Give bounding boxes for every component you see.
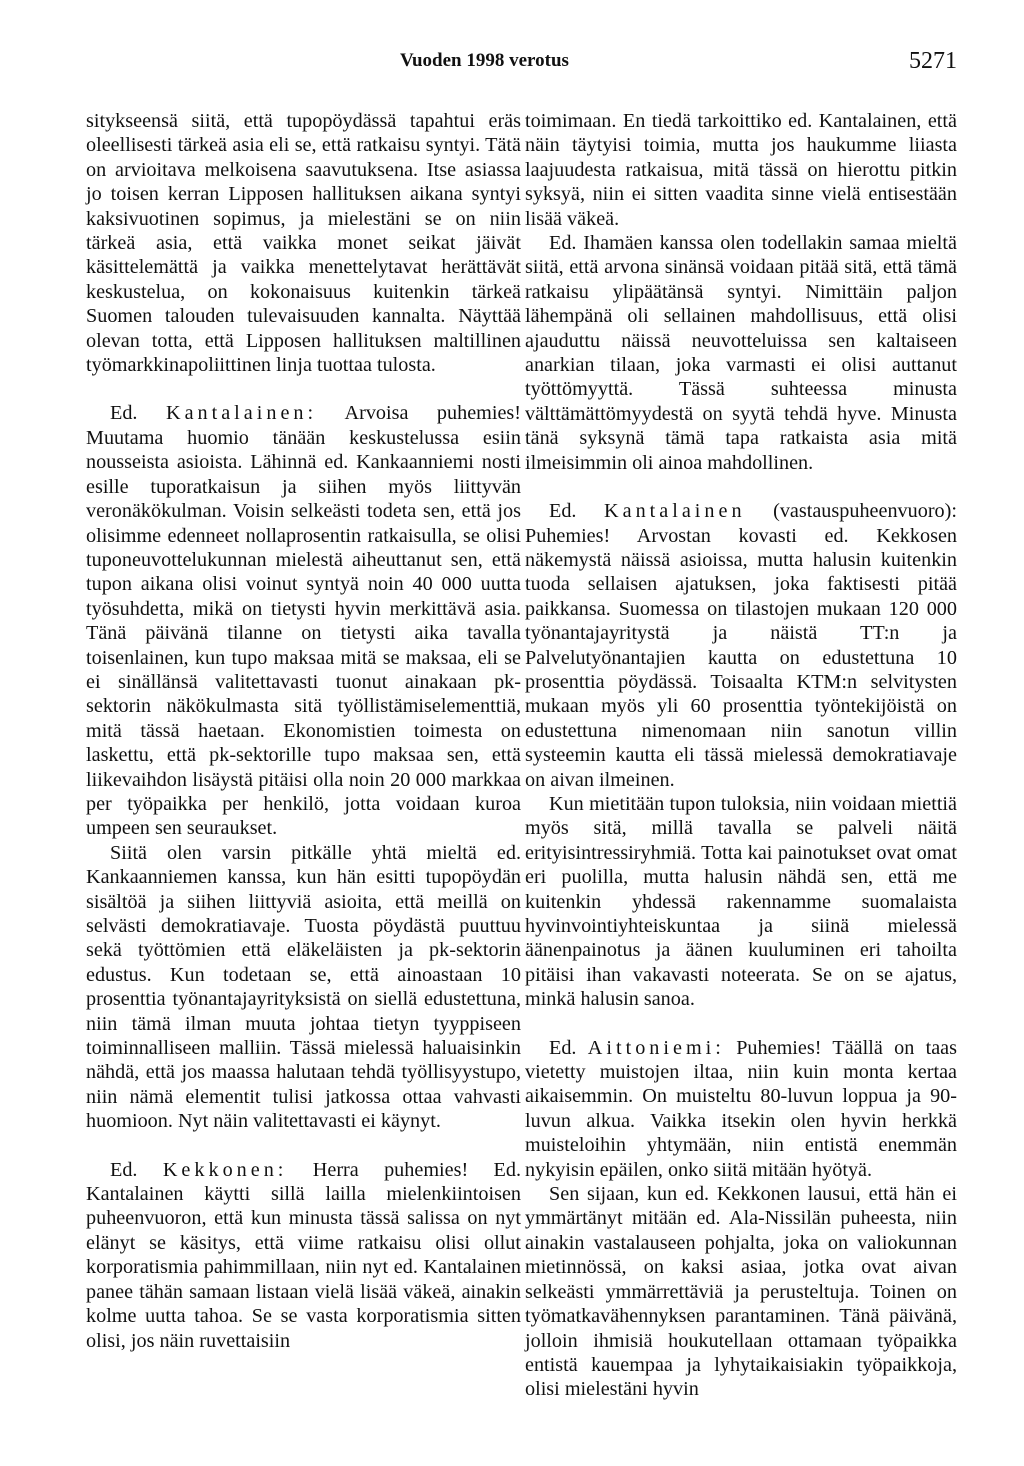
speech-text: Herra puhemies! Ed. Kantalainen käytti sillä lailla mielenkiintoisen puheenvuoron, että kun minusta tässä salissa on nyt elänyt se käsitys, että viime ratkaisu olisi ollut korporatismia pahimmillaan, niin nyt ed. Kantalainen panee tähän samaan listaan vielä lisää väkeä, ainakin kolme uutta tahoa. Se se vasta korporatismia sitten olisi, jos näin ruvettaisiin <box>86 1158 522 1352</box>
right-paragraph-6: Sen sijaan, kun ed. Kekkonen lausui, että hän ei ymmärtänyt mitään ed. Ala-Nissilän puheesta, niin ainakin vastalauseen pohjalta, joka on valiokunnan mietinnössä, on kaksi asiaa, jotka ovat aivan selkeästi ymmärrettäviä ja perusteltuja. Toinen on työmatkavähennyksen parantaminen. Tänä päivänä, jolloin ihmisiä houkutellaan ottamaan työpaikka entistä kauempaa ja lyhytaikaisiakin työpaikkoja, olisi mielestäni hyvin <box>525 1183 957 1401</box>
left-paragraph-2 <box>86 401 521 840</box>
paragraph-gap <box>86 1134 521 1158</box>
paragraph-gap <box>525 1012 957 1036</box>
speech-text: (vastauspuheenvuoro): Puhemies! Arvostan kovasti ed. Kekkosen näkemystä näissä asioissa, mutta halusin kuitenkin tuoda sellaisen ajatuksen, joka faktisesti pitää paikkansa. Suomessa on tilastojen mukaan 120 000 työnantajayritystä ja näistä TT:n ja Palvelutyönantajien kautta on edustettuna 10 prosenttia pöydässä. Toisaalta KTM:n selvitysten mukaan myös yli 60 prosenttia työntekijöistä on edustettuna nimenomaan niin sanotun villin systeemin kautta eli tässä mielessä demokratiavaje on aivan ilmeinen. <box>525 500 957 791</box>
paragraph-gap <box>86 377 521 401</box>
speaker-name-aittoniemi: Aittoniemi: <box>587 1036 725 1059</box>
speaker-prefix: Ed. <box>110 402 138 425</box>
page-number: 5271 <box>909 48 957 74</box>
right-paragraph-2: Ed. Ihamäen kanssa olen todellakin samaa mieltä siitä, että arvona sinänsä voidaan pitää sitä, että tämä ratkaisu ylipäätänsä syntyi. Nimittäin paljon lähempänä oli sellainen mahdollisuus, että olisi ajauduttu näissä neuvotteluissa sen kaltaiseen anarkian tilaan, joka varmasti ei olisi auttanut työttömyyttä. Tässä suhteessa minusta välttämättömyydestä on syytä tehdä hyve. Minusta tänä syksynä tämä tapa ratkaista asia mitä ilmeisimmin oli ainoa mahdollinen. <box>525 232 957 474</box>
left-paragraph-3: Siitä olen varsin pitkälle yhtä mieltä ed. Kankaanniemen kanssa, kun hän esitti tupopöydän sisältöä ja siihen liittyviä asioita, että meillä on selvästi demokratiavaje. Tuosta pöydästä puuttuu sekä työttömien että eläkeläisten ja pk-sektorin edustus. Kun todetaan se, että ainoastaan 10 prosenttia työnantajayrityksistä on siellä edustettuna, niin tämä ilman muuta johtaa tietyn tyyppiseen toiminnalliseen malliin. Tässä mielessä haluaisinkin nähdä, että jos maassa halutaan tehdä työllisyystupo, niin nämä elementit tulisi jatkossa ottaa vahvasti huomioon. Nyt näin valitettavasti ei käynyt. <box>86 841 521 1133</box>
left-column <box>86 109 521 1353</box>
speaker-name-kantalainen: Kantalainen <box>604 500 746 523</box>
right-column <box>525 109 957 1402</box>
speech-text: Puhemies! Täällä on taas vietetty muistojen iltaa, niin kuin monta kertaa aikaisemmin. On muisteltu 80-luvun loppua ja 90-luvun alkua. Vaikka itsekin olen hyvin herkkä muisteloihin yhtymään, niin entistä enemmän nykyisin epäilen, onko siitä mitään hyötyä. <box>525 1036 957 1181</box>
right-paragraph-1: toimimaan. En tiedä tarkoittiko ed. Kantalainen, että näin täytyisi toimia, mutta jos haukumme liiasta laajuudesta ratkaisua, mitä tässä on hierottu pitkin syksyä, niin ei sitten vaadita sinne vielä entisestään lisää väkeä. <box>525 110 957 230</box>
speaker-prefix: Ed. <box>549 500 577 523</box>
right-paragraph-3 <box>525 499 957 792</box>
right-paragraph-5 <box>525 1036 957 1182</box>
running-title: Vuoden 1998 verotus <box>400 50 569 71</box>
running-header <box>0 48 1024 78</box>
speaker-prefix: Ed. <box>110 1158 138 1181</box>
speaker-name-kekkonen: Kekkonen: <box>162 1158 288 1181</box>
left-paragraph-4 <box>86 1158 521 1353</box>
left-paragraph-1: sitykseensä siitä, että tupopöydässä tapahtui eräs oleellisesti tärkeä asia eli se, että ratkaisu syntyi. Tätä on arvioitava melkoisena saavutuksena. Itse asiassa jo toisen kerran Lipposen hallituksen aikana syntyi kaksivuotinen sopimus, ja mielestäni se on niin tärkeä asia, että vaikka monet seikat jäivät käsittelemättä ja vaikka menettelytavat herättävät keskustelua, on kokonaisuus kuitenkin tärkeä Suomen talouden tulevaisuuden kannalta. Näyttää olevan totta, että Lipposen hallituksen maltillinen työmarkkinapoliittinen linja tuottaa tulosta. <box>86 110 521 377</box>
speaker-name-kantalainen: Kantalainen: <box>165 402 318 425</box>
speech-text: Arvoisa puhemies! Muutama huomio tänään keskustelussa esiin nousseista asioista. Lähinnä ed. Kankaanniemi nosti esille tuporatkaisun ja siihen myös liittyvän veronäkökulman. Voisin selkeästi todeta sen, että jos olisimme edenneet nollaprosentin ratkaisulla, se olisi tuponeuvottelukunnan mielestä aiheuttanut sen, että tupon aikana olisi voinut syntyä noin 40 000 uutta työsuhdetta, mikä on tietysti hyvin merkittävä asia. Tänä päivänä tilanne on tietysti aika tavalla toisenlainen, kun tupo maksaa mitä se maksaa, eli se ei sinällänsä valitettavasti tuonut ainakaan pk-sektorin näkökulmasta sitä työllistämiselementtiä, mitä tässä haetaan. Ekonomistien toimesta on laskettu, että pk-sektorille tupo maksaa sen, että liikevaihdon lisäystä pitäisi olla noin 20 000 markkaa per työpaikka per henkilö, jotta voidaan kuroa umpeen sen seuraukset. <box>86 402 522 840</box>
right-paragraph-4: Kun mietitään tupon tuloksia, niin voidaan miettiä myös sitä, millä tavalla se palveli näitä erityisintressiryhmiä. Totta kai painotukset ovat omat eri puolilla, mutta halusin nähdä sen, että me kuitenkin yhdessä rakennamme suomalaista hyvinvointiyhteiskuntaa ja siinä mielessä äänenpainotus ja äänen kuuluminen eri tahoilta pitäisi ihan vakavasti noteerata. Se on se ajatus, minkä halusin sanoa. <box>525 792 957 1011</box>
paragraph-gap <box>525 475 957 499</box>
speaker-prefix: Ed. <box>549 1036 577 1059</box>
